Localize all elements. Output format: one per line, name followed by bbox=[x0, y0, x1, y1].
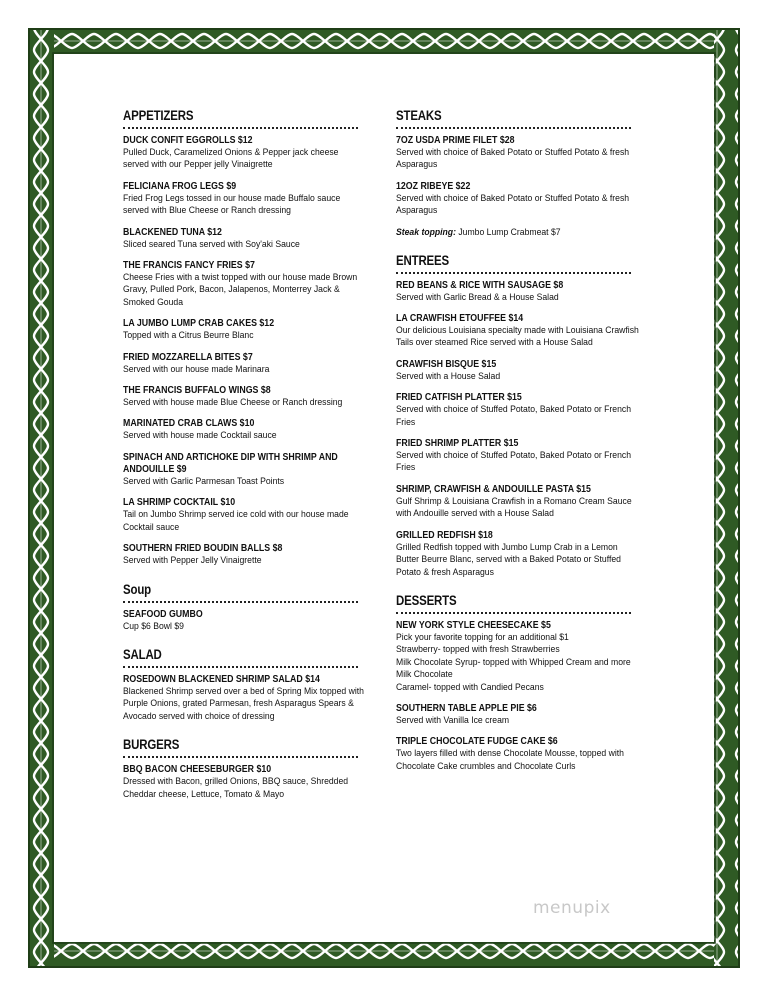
menu-item-description: Served with Pepper Jelly Vinaigrette bbox=[123, 555, 262, 567]
menu-item bbox=[396, 530, 641, 579]
menu-item-description: Grilled Redfish topped with Jumbo Lump Crab in a Lemon Butter Beurre Blanc, served with a Baked Potato or Stuffed Potato & fresh Asparagus bbox=[396, 541, 621, 578]
menu-item-name: SOUTHERN TABLE APPLE PIE $6 bbox=[396, 702, 537, 714]
menu-item-name: CRAWFISH BISQUE $15 bbox=[396, 358, 497, 370]
menu-item-description: Served with Garlic Parmesan Toast Points bbox=[123, 475, 285, 487]
menu-item-description: Pick your favorite topping for an additional $1 Strawberry- topped with fresh Strawberries Milk Chocolate Syrup- topped with Whipped Cream and more Milk Chocolate Caramel- topped with Candied Pecans bbox=[396, 631, 631, 693]
dotted-divider bbox=[123, 127, 358, 129]
menu-item-description: Served with choice of Baked Potato or Stuffed Potato & fresh Asparagus bbox=[396, 147, 630, 171]
menu-section-steaks bbox=[396, 108, 641, 239]
menu-item-description: Served with choice of Stuffed Potato, Baked Potato or French Fries bbox=[396, 404, 632, 428]
section-title: DESSERTS bbox=[396, 592, 457, 608]
menu-item bbox=[123, 543, 363, 567]
menu-section-soup bbox=[123, 582, 363, 633]
menu-item-description: Cheese Fries with a twist topped with our house made Brown Gravy, Pulled Pork, Bacon, Jalapenos, Monterrey Jack & Smoked Gouda bbox=[123, 272, 358, 308]
menu-item bbox=[123, 181, 363, 218]
menu-item-name: SEAFOOD GUMBO bbox=[123, 608, 203, 620]
menu-item-name: FRIED MOZZARELLA BITES $7 bbox=[123, 351, 253, 363]
menu-item-name: TRIPLE CHOCOLATE FUDGE CAKE $6 bbox=[396, 736, 558, 748]
menu-item bbox=[396, 135, 641, 172]
menu-section-entrees bbox=[396, 253, 641, 579]
menu-item-name: SOUTHERN FRIED BOUDIN BALLS $8 bbox=[123, 543, 283, 555]
menu-item bbox=[396, 280, 641, 304]
menu-item-name: THE FRANCIS FANCY FRIES $7 bbox=[123, 260, 255, 272]
menu-item-description: Served with choice of Stuffed Potato, Baked Potato or French Fries bbox=[396, 450, 632, 474]
menu-item-description: Pulled Duck, Caramelized Onions & Pepper jack cheese served with our Pepper jelly Vinaigrette bbox=[123, 147, 339, 171]
menu-item bbox=[396, 484, 641, 521]
menu-item-description: Served with our house made Marinara bbox=[123, 363, 270, 375]
menu-item-description: Two layers filled with dense Chocolate Mousse, topped with Chocolate Cake crumbles and Chocolate Curls bbox=[396, 748, 624, 772]
menu-item-description: Blackened Shrimp served over a bed of Spring Mix topped with Purple Onions, grated Parmesan, fresh Asparagus Spears & Avocado served with choice of dressing bbox=[123, 685, 364, 722]
dotted-divider bbox=[123, 756, 358, 758]
dotted-divider bbox=[396, 612, 631, 614]
menu-item bbox=[396, 703, 641, 727]
menu-item-description: Fried Frog Legs tossed in our house made Buffalo sauce served with Blue Cheese or Ranch dressing bbox=[123, 192, 341, 217]
menu-item bbox=[123, 452, 363, 488]
section-title: ENTREES bbox=[396, 252, 450, 268]
section-title: SALAD bbox=[123, 646, 162, 662]
menu-item-description: Served with a House Salad bbox=[396, 370, 501, 382]
steak-topping-label: Steak topping: bbox=[396, 226, 456, 238]
dotted-divider bbox=[396, 127, 631, 129]
section-title: STEAKS bbox=[396, 108, 442, 123]
menu-item bbox=[396, 392, 641, 429]
menu-item-description: Served with house made Cocktail sauce bbox=[123, 430, 277, 442]
section-title: APPETIZERS bbox=[123, 108, 194, 123]
menu-section-salad bbox=[123, 647, 363, 723]
menu-item-name: SHRIMP, CRAWFISH & ANDOUILLE PASTA $15 bbox=[396, 483, 591, 495]
menu-item-name: BBQ BACON CHEESEBURGER $10 bbox=[123, 764, 272, 776]
menu-item bbox=[123, 135, 363, 172]
section-title: BURGERS bbox=[123, 737, 180, 753]
menu-item bbox=[396, 620, 641, 694]
menu-section-burgers bbox=[123, 737, 363, 801]
menu-item-name: GRILLED REDFISH $18 bbox=[396, 529, 493, 541]
menu-item-description: Topped with a Citrus Beurre Blanc bbox=[123, 330, 254, 342]
menu-item-name: FRIED SHRIMP PLATTER $15 bbox=[396, 438, 519, 450]
menu-item bbox=[396, 359, 641, 383]
dotted-divider bbox=[396, 272, 631, 274]
menu-item-name: ROSEDOWN BLACKENED SHRIMP SALAD $14 bbox=[123, 673, 320, 685]
menu-item bbox=[123, 385, 363, 409]
menu-item-description: Dressed with Bacon, grilled Onions, BBQ sauce, Shredded Cheddar cheese, Lettuce, Tomato & Mayo bbox=[123, 776, 349, 800]
steak-topping-text: Jumbo Lump Crabmeat $7 bbox=[455, 226, 561, 238]
menu-item-description: Served with Vanilla Ice cream bbox=[396, 714, 510, 726]
dotted-divider bbox=[123, 601, 358, 603]
menu-item-name: LA SHRIMP COCKTAIL $10 bbox=[123, 497, 236, 509]
menu-item bbox=[123, 674, 363, 723]
menu-item-description: Gulf Shrimp & Louisiana Crawfish in a Romano Cream Sauce with Andouille served with a House Salad bbox=[396, 495, 632, 520]
section-title: Soup bbox=[123, 581, 152, 597]
menu-section-desserts bbox=[396, 593, 641, 773]
left-column bbox=[123, 108, 363, 815]
steak-topping-note bbox=[396, 227, 639, 239]
menu-item-description: Tail on Jumbo Shrimp served ice cold with our house made Cocktail sauce bbox=[123, 509, 349, 533]
menu-item-name: FELICIANA FROG LEGS $9 bbox=[123, 180, 237, 192]
menu-item-name: THE FRANCIS BUFFALO WINGS $8 bbox=[123, 385, 271, 397]
menu-item-name: LA CRAWFISH ETOUFFEE $14 bbox=[396, 313, 524, 325]
menu-item-name: NEW YORK STYLE CHEESECAKE $5 bbox=[396, 619, 551, 631]
menu-item bbox=[396, 736, 641, 773]
menu-item-name: SPINACH AND ARTICHOKE DIP WITH SHRIMP AND ANDOUILLE $9 bbox=[123, 451, 338, 475]
watermark: menupix bbox=[533, 898, 611, 918]
menu-item bbox=[396, 438, 641, 475]
menu-item bbox=[123, 418, 363, 442]
menu-item bbox=[123, 318, 363, 342]
menu-item bbox=[123, 497, 363, 534]
menu-item-description: Cup $6 Bowl $9 bbox=[123, 620, 184, 632]
menu-item-description: Served with Garlic Bread & a House Salad bbox=[396, 291, 559, 303]
menu-item-description: Served with house made Blue Cheese or Ranch dressing bbox=[123, 397, 343, 409]
menu-item-name: DUCK CONFIT EGGROLLS $12 bbox=[123, 135, 253, 146]
menu-item-name: FRIED CATFISH PLATTER $15 bbox=[396, 392, 522, 404]
menu-item-description: Our delicious Louisiana specialty made with Louisiana Crawfish Tails over steamed Rice served with a House Salad bbox=[396, 325, 639, 349]
right-column bbox=[396, 108, 641, 787]
menu-item-name: BLACKENED TUNA $12 bbox=[123, 226, 222, 238]
menu-item bbox=[123, 260, 363, 309]
menu-item-name: RED BEANS & RICE WITH SAUSAGE $8 bbox=[396, 279, 564, 291]
menu-item-name: LA JUMBO LUMP CRAB CAKES $12 bbox=[123, 318, 275, 330]
menu-item-name: 7OZ USDA PRIME FILET $28 bbox=[396, 135, 515, 146]
menu-item bbox=[123, 352, 363, 376]
menu-item-description: Served with choice of Baked Potato or Stuffed Potato & fresh Asparagus bbox=[396, 192, 630, 217]
menu-item-name: MARINATED CRAB CLAWS $10 bbox=[123, 418, 255, 430]
dotted-divider bbox=[123, 666, 358, 668]
menu-section-appetizers bbox=[123, 108, 363, 568]
menu-item-name: 12OZ RIBEYE $22 bbox=[396, 180, 471, 192]
menu-item-description: Sliced seared Tuna served with Soy'aki Sauce bbox=[123, 238, 300, 250]
menu-item bbox=[123, 764, 363, 801]
menu-item bbox=[396, 313, 641, 350]
menu-item bbox=[123, 609, 363, 633]
menu-item bbox=[123, 227, 363, 251]
menu-item bbox=[396, 181, 641, 218]
